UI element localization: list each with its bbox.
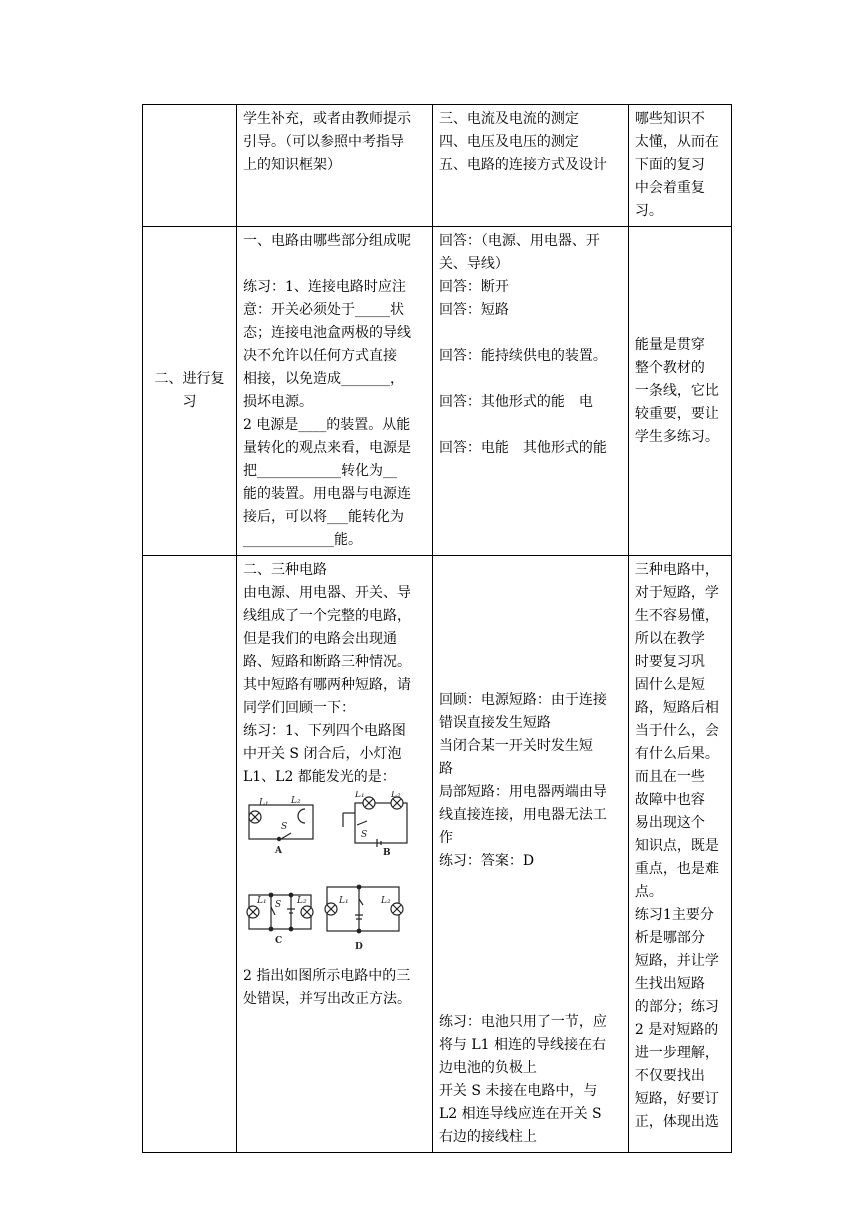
label-l1: L₁ (354, 791, 365, 800)
text-line: 进一步理解， (634, 1045, 719, 1061)
circuit-diagrams (243, 791, 426, 959)
text-line: 习。 (634, 203, 663, 219)
text-line: 决不允许以任何方式直接 (242, 348, 397, 364)
text-line: 短路，好要订 (634, 1091, 719, 1107)
text-line: 中会着重复 (634, 180, 705, 196)
text-line: 路 (438, 761, 453, 777)
text-line: 接后，可以将___能转化为 (242, 509, 404, 525)
text-line: 整个教材的 (634, 359, 705, 376)
text-line: 易出现这个 (634, 815, 705, 831)
text-line: 2 指出如图所示电路中的三 (242, 968, 411, 984)
text-line: L1、L2 都能发光的是： (242, 769, 396, 785)
text-line: 时要复习巩 (634, 654, 705, 670)
design-intent-cell (628, 227, 731, 556)
circuit-d (325, 885, 403, 952)
text-line: 对于短路，学 (634, 585, 719, 601)
text-line: 开关 S 未接在电路中，与 (438, 1083, 598, 1099)
text-line: 当闭合某一开关时发生短 (438, 738, 593, 754)
text-line: 线组成了一个完整的电路， (242, 608, 411, 624)
text-line: 右边的接线柱上 (438, 1129, 537, 1145)
text-line: 五、电路的连接方式及设计 (438, 157, 607, 173)
text-line: 作 (438, 830, 453, 846)
text-line: 正，体现出选 (634, 1114, 719, 1130)
text-line: 一、电路由哪些部分组成呢 (242, 233, 411, 249)
label-d: D (354, 942, 363, 952)
spacer (439, 559, 622, 689)
text-line: 2 是对短路的 (634, 1022, 719, 1038)
text-line: 短路，并让学 (634, 953, 719, 969)
text-line: 生不容易懂， (634, 608, 719, 624)
label-l2: L₂ (290, 796, 301, 806)
text-line: 一条线，它比 (634, 382, 719, 399)
text-line: 处错误，并写出改正方法。 (242, 991, 411, 1007)
text-line: 回答：电能 其他形式的能 (438, 440, 607, 456)
circuit-figure (243, 791, 413, 959)
text-line: 同学们回顾一下： (242, 700, 355, 716)
text-line: 由电源、用电器、开关、导 (242, 585, 411, 601)
text-line: 三种电路中， (634, 562, 719, 578)
text-line: 但是我们的电路会出现通 (242, 631, 397, 647)
text-line: 回答：断开 (438, 279, 509, 295)
section-cell (143, 105, 237, 227)
text-line: 能的装置。用电器与电源连 (242, 486, 411, 502)
text-line: 其中短路有哪两种短路，请 (242, 677, 411, 693)
text-line: 析是哪部分 (634, 930, 705, 946)
text-line: 回答：能持续供电的装置。 (438, 348, 607, 364)
text-line: 重点，也是难 (634, 861, 719, 877)
text-line: 线直接连接，用电器无法工 (438, 807, 607, 823)
text-line: 把____________转化为__ (242, 463, 397, 479)
spacer (439, 322, 622, 345)
section-cell (143, 556, 237, 1153)
table-row (143, 227, 732, 556)
teacher-activity-cell (236, 556, 432, 1153)
circuit-b (343, 791, 407, 858)
label-s: S (274, 900, 282, 910)
text-line: 边电池的负极上 (438, 1060, 537, 1076)
text-line: 学生补充，或者由教师提示 (242, 111, 411, 127)
text-line: 损坏电源。 (242, 394, 313, 410)
text-line: 意：开关必须处于_____状 (242, 302, 404, 318)
label-c: C (274, 936, 283, 946)
student-activity-cell (432, 105, 628, 227)
circuit-c (247, 893, 313, 946)
text-line: 二、三种电路 (242, 562, 327, 578)
text-line: 所以在教学 (634, 631, 705, 647)
text-line: 而且在一些 (634, 769, 705, 785)
text-line: 练习：电池只用了一节，应 (438, 1014, 607, 1030)
text-line: 回答：（电源、用电器、开 (438, 233, 600, 249)
text-line: 的部分；练习 (634, 999, 719, 1015)
table-row (143, 556, 732, 1153)
text-line: 将与 L1 相连的导线接在右 (438, 1037, 607, 1053)
text-line: 点。 (634, 884, 663, 900)
text-line: 知识点，既是 (634, 838, 719, 854)
student-activity-cell (432, 556, 628, 1153)
spacer (439, 873, 622, 1011)
design-intent-cell (628, 556, 731, 1153)
text-line: 量转化的观点来看，电源是 (242, 440, 411, 456)
text-line: 有什么后果。 (634, 746, 719, 762)
text-line: 回答：短路 (438, 302, 509, 318)
teacher-activity-cell (236, 105, 432, 227)
table-row (143, 105, 732, 227)
spacer (243, 253, 426, 276)
text-line: 错误直接发生短路 (438, 715, 551, 731)
text-line: 学生多练习。 (634, 428, 719, 445)
label-l2: L₂ (390, 791, 401, 800)
label-s: S (360, 830, 368, 840)
teacher-activity-cell (236, 227, 432, 556)
label-l2: L₂ (380, 896, 391, 906)
text-line: 上的知识框架） (242, 157, 341, 173)
label-l1: L₁ (338, 896, 349, 906)
text-line: 当于什么，会 (634, 723, 719, 739)
spacer (439, 368, 622, 391)
text-line: 固什么是短 (634, 677, 705, 693)
label-l1: L₁ (256, 896, 267, 906)
text-line: 故障中也容 (634, 792, 705, 808)
lesson-plan-table (142, 104, 732, 1153)
text-line: 回顾：电源短路：由于连接 (438, 692, 607, 708)
section-cell (143, 227, 237, 556)
text-line: 练习1主要分 (634, 907, 714, 923)
text-line: 相接，以免造成_______， (242, 371, 404, 387)
section-title: 习 (182, 394, 197, 410)
text-line: 关、导线） (438, 256, 509, 272)
text-line: L2 相连导线应连在开关 S (438, 1106, 602, 1122)
student-activity-cell (432, 227, 628, 556)
text-line: 练习：答案：D (438, 853, 535, 869)
label-s: S (280, 822, 288, 832)
text-line: 四、电压及电压的测定 (438, 134, 579, 150)
label-b: B (382, 848, 391, 858)
text-line: 回答：其他形式的能 电 (438, 394, 593, 410)
text-line: 路，短路后相 (634, 700, 719, 716)
text-line: 不仅要找出 (634, 1068, 705, 1084)
text-line: _____________能。 (242, 532, 362, 548)
spacer (439, 414, 622, 437)
text-line: 较重要，要让 (634, 405, 719, 422)
text-line: 局部短路：用电器两端由导 (438, 784, 607, 800)
text-line: 能量是贯穿 (634, 336, 705, 353)
text-line: 练习：1、下列四个电路图 (242, 723, 406, 739)
section-title: 二、进行复 (154, 371, 225, 387)
text-line: 中开关 S 闭合后，小灯泡 (242, 746, 402, 762)
text-line: 哪些知识不 (634, 111, 705, 127)
label-a: A (274, 846, 282, 856)
text-line: 下面的复习 (634, 157, 705, 173)
text-line: 三、电流及电流的测定 (438, 111, 579, 127)
design-intent-cell (628, 105, 731, 227)
text-line: 生找出短路 (634, 976, 705, 992)
label-l1: L₁ (258, 798, 269, 808)
text-line: 路、短路和断路三种情况。 (242, 654, 411, 670)
text-line: 练习：1、连接电路时应注 (242, 279, 406, 295)
text-line: 太懂，从而在 (634, 134, 719, 150)
text-line: 态；连接电池盒两极的导线 (242, 325, 411, 341)
circuit-a (249, 796, 313, 856)
text-line: 引导。（可以参照中考指导 (242, 134, 404, 150)
text-line: 2 电源是____的装置。从能 (242, 417, 411, 433)
label-l2: L₂ (296, 896, 307, 906)
